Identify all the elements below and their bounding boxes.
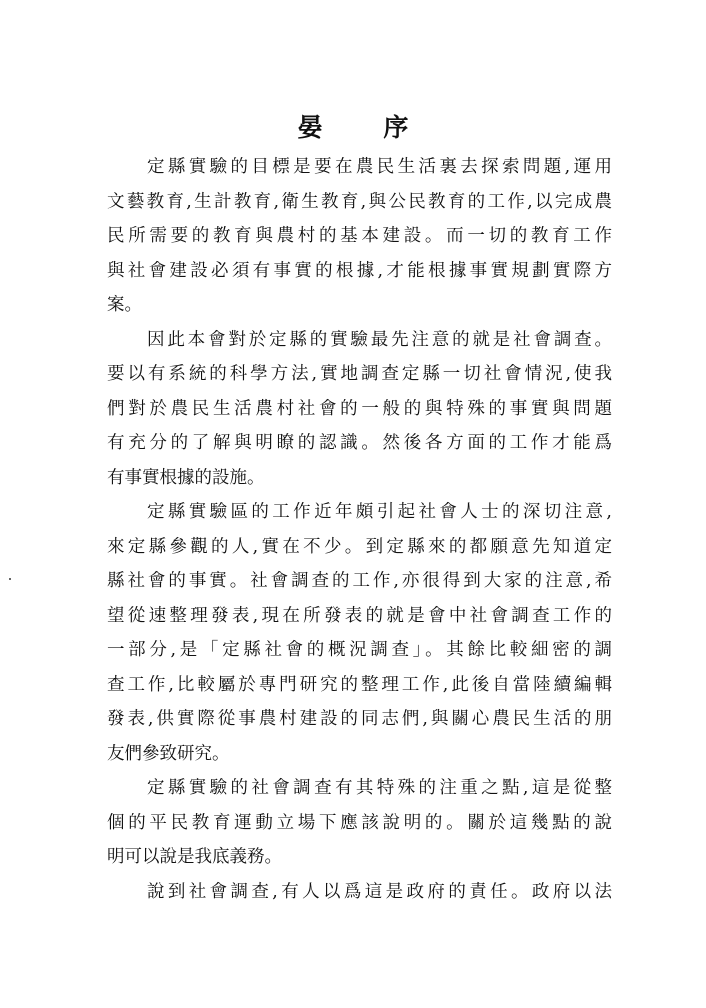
text-line: 與社會建設必須有事實的根據,才能根據事實規劃實際方 bbox=[107, 260, 612, 281]
text-line: 一部分,是「定縣社會的概況調查」。其餘比較細密的調 bbox=[107, 640, 612, 660]
text-line: 們對於農民生活農村社會的一般的與特殊的事實與問題 bbox=[107, 398, 612, 419]
text-line: 案。 bbox=[107, 295, 142, 315]
text-line: 定縣實驗的目標是要在農民生活裏去探索問題,運用 bbox=[147, 157, 612, 177]
text-line: 民所需要的教育與農村的基本建設。而一切的教育工作 bbox=[107, 226, 612, 246]
text-line: 因此本會對於定縣的實驗最先注意的就是社會調查。 bbox=[147, 329, 612, 350]
text-line: 文藝教育,生計教育,衛生教育,與公民教育的工作,以完成農 bbox=[107, 191, 612, 212]
text-line: 有事實根據的設施。 bbox=[107, 467, 265, 488]
text-line: 查工作,比較屬於專門研究的整理工作,此後自當陸續編輯 bbox=[107, 674, 612, 695]
text-line: 定縣實驗的社會調查有其特殊的注重之點,這是從整 bbox=[147, 778, 612, 798]
text-line: 要以有系統的科學方法,實地調查定縣一切社會情況,使我 bbox=[107, 364, 612, 384]
text-line: 定縣實驗區的工作近年頗引起社會人士的深切注意, bbox=[147, 502, 612, 522]
scan-speck bbox=[9, 578, 11, 580]
page-title: 晏 序 bbox=[297, 113, 435, 142]
text-line: 望從速整理發表,現在所發表的就是會中社會調查工作的 bbox=[107, 605, 612, 626]
text-line: 縣社會的事實。社會調查的工作,亦很得到大家的注意,希 bbox=[107, 571, 612, 591]
text-line: 有充分的了解與明瞭的認識。然後各方面的工作才能爲 bbox=[107, 433, 612, 453]
text-line: 說到社會調查,有人以爲這是政府的責任。政府以法 bbox=[147, 881, 612, 902]
text-line: 來定縣參觀的人,實在不少。到定縣來的都願意先知道定 bbox=[107, 536, 612, 557]
preface-body bbox=[107, 150, 612, 909]
text-line: 個的平民教育運動立場下應該說明的。關於這幾點的說 bbox=[107, 812, 612, 833]
text-line: 友們參致研究。 bbox=[107, 743, 230, 764]
text-line: 明可以說是我底義務。 bbox=[107, 847, 282, 867]
text-line: 發表,供實際從事農村建設的同志們,與關心農民生活的朋 bbox=[107, 709, 612, 729]
